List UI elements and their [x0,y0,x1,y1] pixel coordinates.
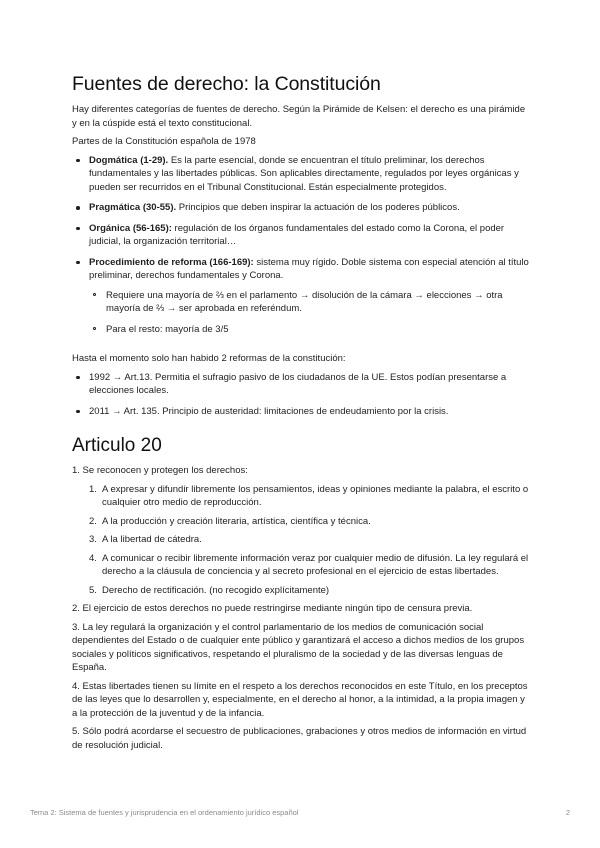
page-footer [30,808,570,818]
item-number: 2. [89,515,97,527]
list-item [72,154,532,195]
footer-text: Tema 2: Sistema de fuentes y jurisprudencia en el ordenamiento jurídico español [30,808,299,817]
list-item: Requiere una mayoría de ⅔ en el parlamento → disolución de la cámara → elecciones → otra mayoría de ⅔ → ser aprobada en referéndum. [89,289,532,316]
reform-sublist [89,289,532,337]
part-text: regulación de los órganos fundamentales del estado como la Corona, el poder judicial, la organización territorial… [89,222,505,247]
list-item [72,515,532,529]
list-item [72,222,532,249]
constitution-parts-list [72,154,532,337]
part-label: Orgánica (56-165): [89,222,172,234]
list-item [72,483,532,510]
item-text: A la producción y creación literaria, artística, científica y técnica. [102,515,371,527]
list-item: 2011 → Art. 135. Principio de austeridad: limitaciones de endeudamiento por la crisis. [72,405,532,419]
item-number: 3. [89,534,97,545]
list-item [72,533,532,547]
list-item: Para el resto: mayoría de 3/5 [89,323,532,337]
part-text: sistema muy rígido. Doble sistema con especial atención al título preliminar, derechos fundamentales y Corona. [89,256,529,281]
page-number: 2 [565,808,570,817]
item-number: 4. [89,552,97,564]
list-item: 1992 → Art.13. Permitia el sufragio pasivo de los ciudadanos de la UE. Estos podían presentarse a elecciones locales. [72,371,532,398]
parts-heading: Partes de la Constitución española de 1978 [72,136,256,147]
article-paragraph-3: 3. La ley regulará la organización y el control parlamentario de los medios de comunicación social dependientes del Estado o de cualquier ente público y garantizará el acceso a dichos medios de los grupos sociales y políticos significativos, respetando el pluralismo de la sociedad y de las diversas lenguas de España. [72,621,525,673]
part-text: Principios que deben inspirar la actuación de los poderes públicos. [176,202,460,213]
list-item [72,256,532,337]
item-text: A expresar y difundir libremente los pensamientos, ideas y opiniones mediante la palabra, el escrito o cualquier otro medio de reproducción. [102,483,529,508]
article-paragraph-2: 2. El ejercicio de estos derechos no puede restringirse mediante ningún tipo de censura previa. [72,603,473,614]
item-text: A la libertad de cátedra. [102,534,202,545]
item-text: A comunicar o recibir libremente información veraz por cualquier medio de difusión. La ley regulará el derecho a la cláusula de conciencia y al secreto profesional en el ejercicio de estas libertades. [102,552,529,577]
part-label: Procedimiento de reforma (166-169): [89,256,254,268]
list-item [72,584,532,598]
list-item [72,552,532,579]
reforms-heading: Hasta el momento solo han habido 2 reformas de la constitución: [72,353,346,364]
rights-list [72,483,532,598]
list-item [72,201,532,215]
item-text: Derecho de rectificación. (no recogido explícitamente) [102,584,330,596]
intro-paragraph: Hay diferentes categorías de fuentes de derecho. Según la Pirámide de Kelsen: el derecho es una pirámide y en la cúspide está el texto constitucional. [72,104,526,129]
article-paragraph-5: 5. Sólo podrá acordarse el secuestro de publicaciones, grabaciones y otros medios de información en virtud de resolución judicial. [72,726,527,751]
part-label: Pragmática (30-55). [89,202,177,213]
section-title-fuentes: Fuentes de derecho: la Constitución [72,73,381,95]
part-label: Dogmática (1-29). [89,154,169,166]
article-paragraph-4: 4. Estas libertades tienen su límite en el respeto a los derechos reconocidos en este Título, en los preceptos de las leyes que lo desarrollen y, especialmente, en el derecho al honor, a la intimidad, a la propia imagen y a la protección de la juventud y de la infancia. [72,680,528,719]
section-title-articulo: Articulo 20 [72,435,162,456]
article-paragraph-1: 1. Se reconocen y protegen los derechos: [72,465,248,476]
item-number: 5. [89,584,97,596]
reforms-list [72,371,532,419]
part-text: Es la parte esencial, donde se encuentran el título preliminar, los derechos fundamentales y las libertades públicas. Son aplicables directamente, regulados por leyes orgánicas y pueden ser recurridos en el Tribunal Constitucional. Están especialmente protegidos. [89,154,519,193]
document-body [72,73,532,757]
item-number: 1. [89,483,97,495]
